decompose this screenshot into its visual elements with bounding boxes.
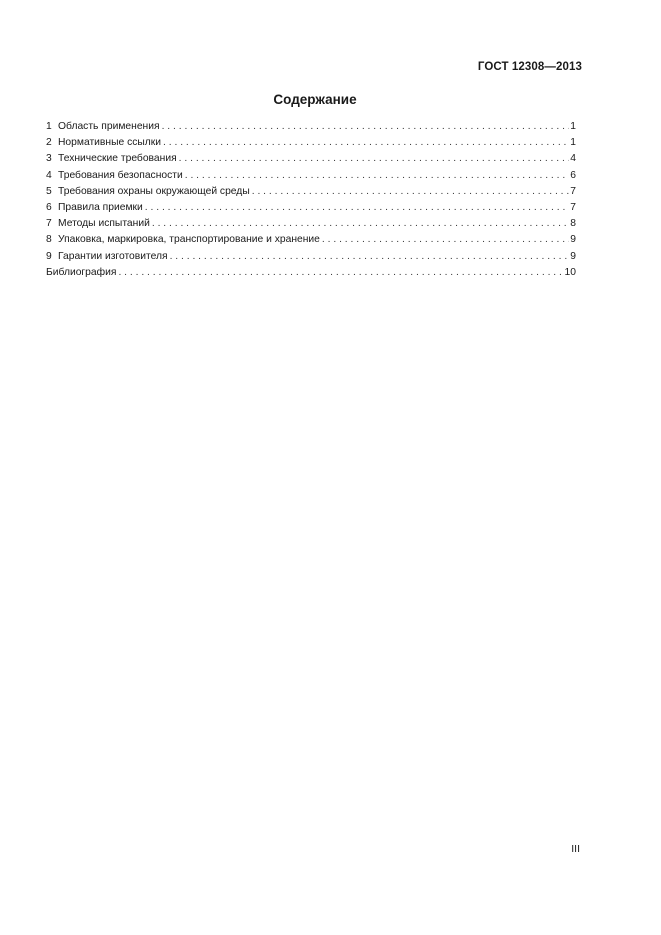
dot-leader — [162, 119, 570, 135]
dot-leader — [185, 168, 570, 184]
toc-item-page: 6 — [570, 169, 576, 181]
toc-item-page: 9 — [570, 234, 576, 246]
toc-item-page: 1 — [570, 137, 576, 149]
toc-item-page: 7 — [570, 201, 576, 213]
toc-item-number: 8 — [46, 234, 52, 246]
toc-item-label: Гарантии изготовителя — [58, 250, 168, 262]
toc-item-label: Технические требования — [58, 153, 177, 165]
toc-item[interactable] — [46, 232, 576, 248]
dot-leader — [152, 216, 569, 232]
dot-leader — [179, 151, 570, 167]
toc-item[interactable] — [46, 119, 576, 135]
toc-item-number: 5 — [46, 185, 52, 197]
toc-item-label: Методы испытаний — [58, 218, 150, 230]
dot-leader — [170, 249, 570, 265]
document-code: ГОСТ 12308—2013 — [477, 61, 582, 73]
toc-item-label: Правила приемки — [58, 201, 143, 213]
toc-item-label: Нормативные ссылки — [58, 137, 162, 149]
toc-item-page: 7 — [570, 185, 576, 197]
toc-item-label: Библиография — [46, 266, 117, 278]
toc-item[interactable] — [46, 151, 576, 167]
toc-title: Содержание — [273, 92, 357, 107]
dot-leader — [252, 184, 570, 200]
toc-item-label: Упаковка, маркировка, транспортирование и хранение — [58, 234, 320, 246]
toc-item[interactable] — [46, 168, 576, 184]
toc-item[interactable] — [46, 200, 576, 216]
toc-item[interactable] — [46, 249, 576, 265]
toc-item-page: 9 — [570, 250, 576, 262]
toc-item[interactable] — [46, 265, 576, 281]
toc-item-number: 2 — [46, 137, 52, 149]
dot-leader — [322, 232, 569, 248]
dot-leader — [118, 265, 563, 281]
toc-item-page: 10 — [564, 266, 576, 278]
toc-item-number: 9 — [46, 250, 52, 262]
table-of-contents — [46, 119, 576, 281]
toc-item-page: 1 — [570, 121, 576, 132]
toc-item-label: Требования безопасности — [58, 169, 183, 181]
toc-item-number: 7 — [46, 218, 52, 230]
dot-leader — [163, 135, 569, 151]
dot-leader — [145, 200, 569, 216]
toc-item-label: Требования охраны окружающей среды — [58, 185, 250, 197]
toc-item-number: 3 — [46, 153, 52, 165]
toc-item-label: Область применения — [58, 121, 160, 132]
toc-item[interactable] — [46, 135, 576, 151]
toc-item-page: 4 — [570, 153, 576, 165]
toc-item[interactable] — [46, 216, 576, 232]
page-number: III — [571, 843, 580, 855]
toc-item[interactable] — [46, 184, 576, 200]
toc-item-number: 6 — [46, 201, 52, 213]
toc-item-page: 8 — [570, 218, 576, 230]
toc-item-number: 1 — [46, 121, 52, 132]
toc-item-number: 4 — [46, 169, 52, 181]
